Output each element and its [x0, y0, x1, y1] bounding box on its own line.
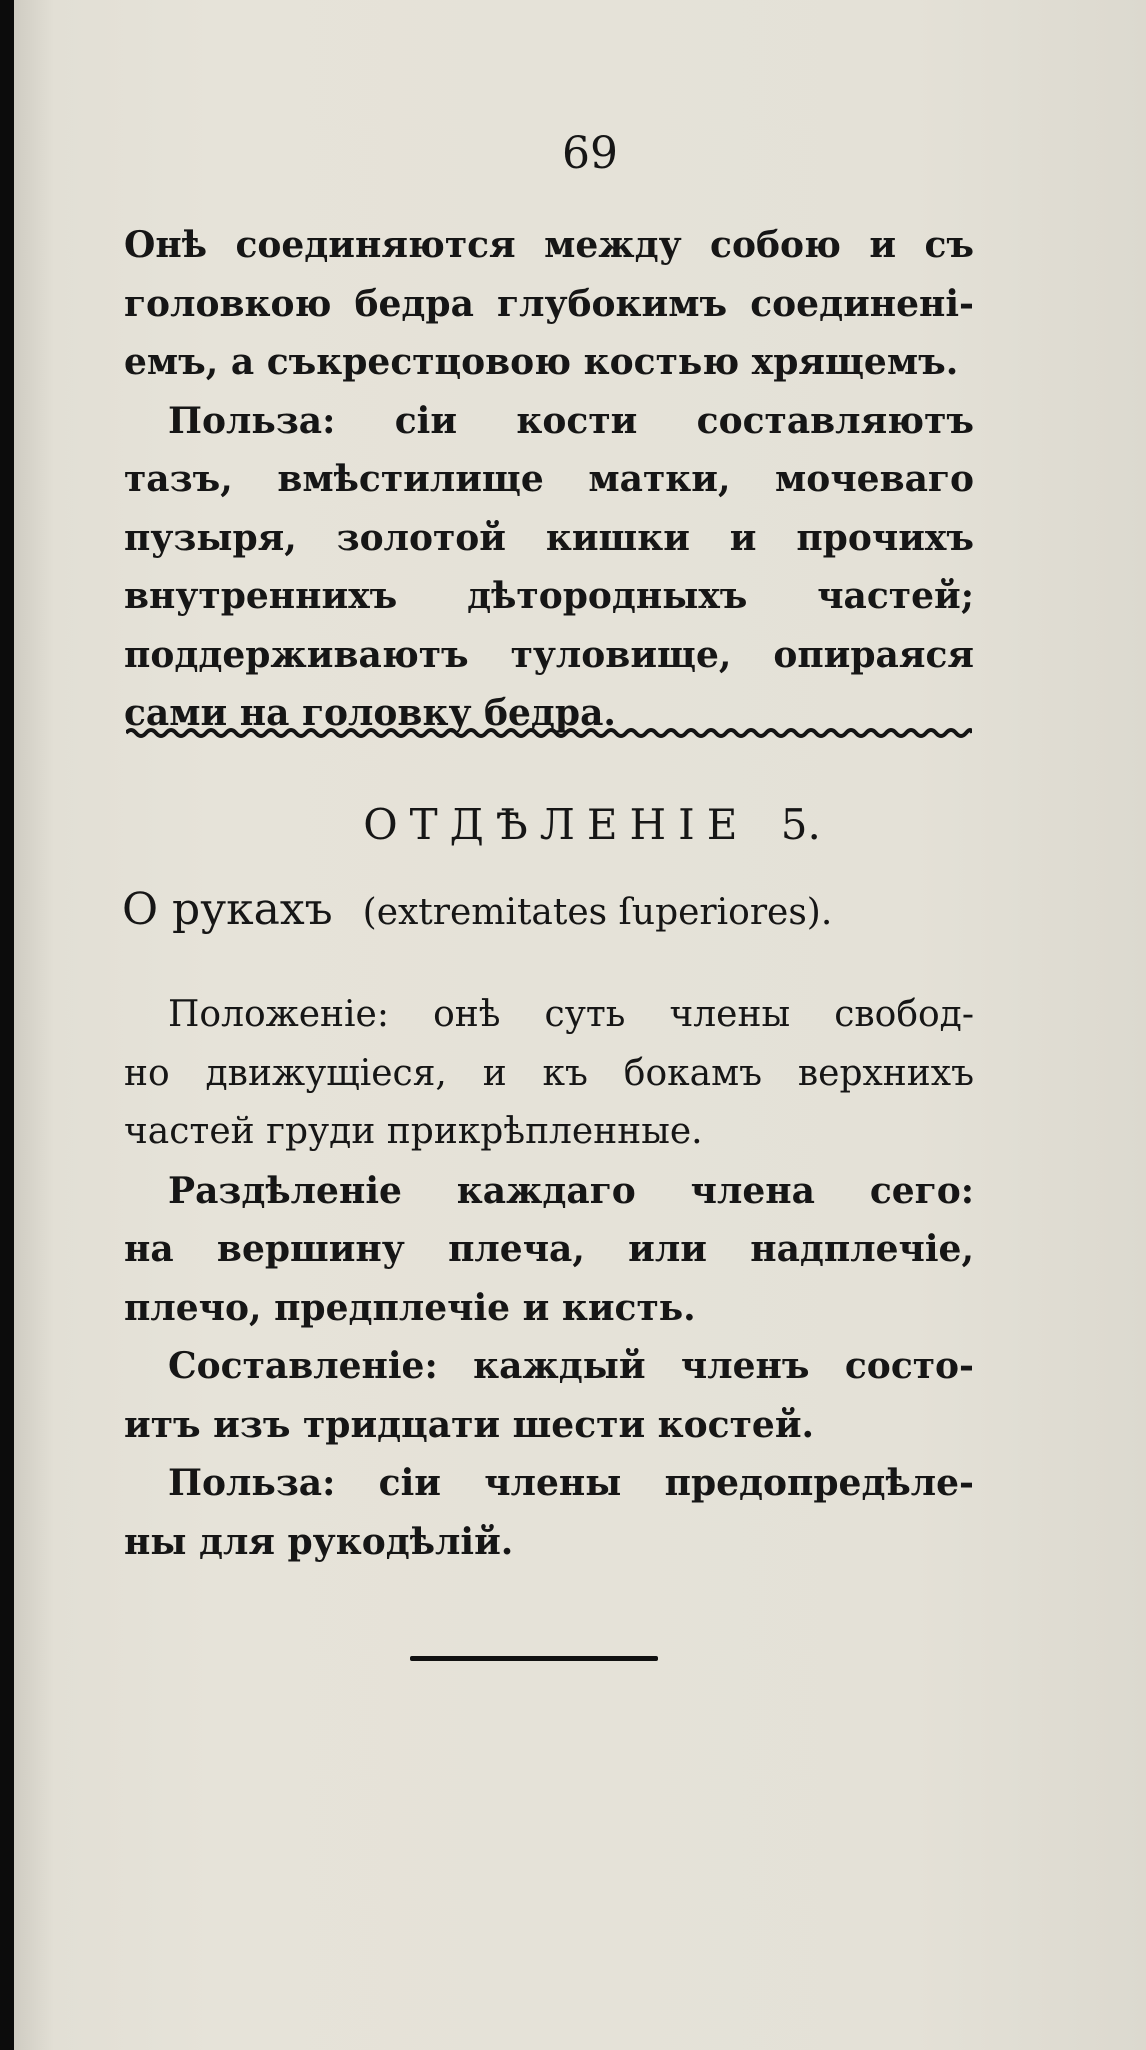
book-page — [14, 0, 1146, 2050]
text-line: ны для рукодѣлій. — [124, 1520, 514, 1563]
text-line: частей груди прикрѣпленные. — [124, 1111, 703, 1152]
text-line: Польза: сіи кости составляютъ — [168, 399, 974, 442]
text-line: Положеніе: онѣ суть члены свобод- — [168, 994, 974, 1035]
text-line: Польза: сіи члены предопредѣле- — [168, 1462, 974, 1504]
text-line: на вершину плеча, или надплечіе, — [124, 1228, 974, 1270]
text-line: плечо, предплечіе и кисть. — [124, 1286, 696, 1329]
ornamental-divider — [126, 726, 972, 740]
text-line: Составленіе: каждый членъ состо- — [168, 1345, 974, 1387]
section-heading — [14, 800, 1146, 849]
text-line: итъ изъ тридцати шести костей. — [124, 1403, 815, 1446]
paragraph-connection — [124, 216, 974, 392]
paragraph-composition — [124, 1337, 974, 1454]
text-line: поддерживаютъ туловище, опираяся — [124, 633, 974, 676]
text-line: Раздѣленіе каждаго члена сего: — [168, 1169, 974, 1212]
section-title — [122, 884, 972, 935]
paragraph-position — [124, 986, 974, 1162]
section-heading-word: ОТДѢЛЕНІЕ — [363, 800, 750, 849]
paragraph-arms-use — [124, 1454, 974, 1571]
end-rule — [410, 1656, 658, 1661]
section-title-latin: (extremitates ſuperiores). — [362, 892, 833, 933]
text-line: Онѣ соединяются между собою и съ — [124, 224, 974, 266]
text-line: головкою бедра глубокимъ соединені- — [124, 282, 974, 325]
section-heading-number: 5. — [780, 800, 821, 849]
text-line: емъ, а съкрестцовою костью хрящемъ. — [124, 341, 959, 383]
text-line: тазъ, вмѣстилище матки, мочеваго — [124, 458, 974, 500]
section-title-russian: О рукахъ — [122, 884, 333, 935]
text-line: но движущіеся, и къ бокамъ верхнихъ — [124, 1052, 974, 1094]
paragraph-division — [124, 1162, 974, 1338]
text-line: сами на головку бедра. — [124, 692, 616, 734]
arms-text-block — [124, 986, 974, 1571]
page-number: 69 — [562, 128, 618, 179]
paragraph-pelvis-use — [124, 392, 974, 743]
text-line: пузыря, золотой кишки и прочихъ — [124, 516, 974, 559]
text-line: внутреннихъ дѣтородныхъ частей; — [124, 575, 974, 617]
pelvis-text-block — [124, 216, 974, 743]
